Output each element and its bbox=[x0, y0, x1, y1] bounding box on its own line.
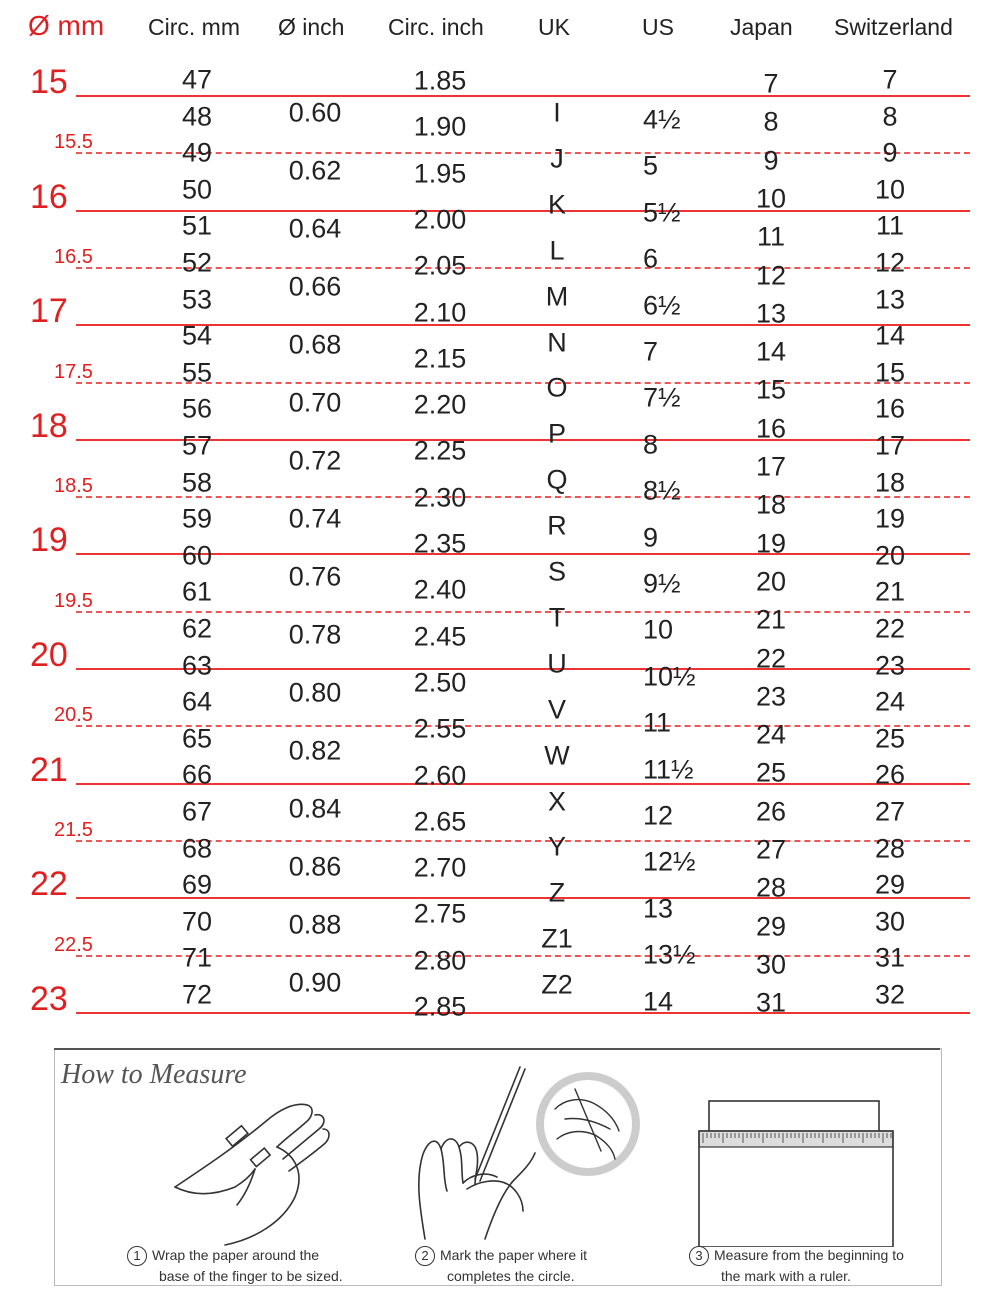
circ-mm-value: 51 bbox=[181, 210, 213, 241]
step-3 bbox=[689, 1245, 904, 1286]
inch-value: 0.64 bbox=[288, 213, 342, 244]
circ-mm-value: 70 bbox=[181, 906, 213, 937]
switzerland-value: 32 bbox=[874, 979, 906, 1010]
circ-mm-value: 52 bbox=[181, 247, 213, 278]
circ-inch-value: 2.60 bbox=[413, 760, 467, 790]
circ-mm-value: 54 bbox=[181, 320, 213, 351]
switzerland-value: 21 bbox=[874, 576, 906, 607]
switzerland-value: 22 bbox=[874, 613, 906, 644]
circ-inch-value: 2.00 bbox=[413, 204, 467, 235]
circ-mm-value: 48 bbox=[181, 101, 213, 132]
diameter-mm-label: 16.5 bbox=[54, 245, 93, 268]
us-value: 10 bbox=[643, 614, 674, 645]
diameter-mm-label: 22 bbox=[30, 865, 68, 904]
inch-value: 0.62 bbox=[288, 155, 342, 186]
inch-value: 0.68 bbox=[288, 329, 342, 360]
switzerland-value: 27 bbox=[874, 796, 906, 827]
japan-value: 31 bbox=[755, 987, 787, 1018]
circ-mm-value: 60 bbox=[181, 540, 213, 571]
circ-inch-value: 2.75 bbox=[413, 898, 467, 929]
switzerland-value: 14 bbox=[874, 320, 906, 351]
uk-value: O bbox=[546, 372, 568, 403]
japan-value: 22 bbox=[755, 643, 787, 673]
japan-value: 7 bbox=[763, 68, 779, 99]
diameter-mm-label: 21 bbox=[30, 750, 68, 789]
us-value: 5½ bbox=[643, 197, 681, 228]
circ-mm-value: 72 bbox=[181, 979, 213, 1010]
japan-value: 11 bbox=[756, 221, 786, 252]
uk-value: Q bbox=[546, 464, 568, 495]
inch-value: 0.90 bbox=[288, 967, 342, 998]
uk-value: N bbox=[547, 327, 567, 357]
circ-mm-value: 66 bbox=[181, 759, 213, 790]
header-circ-mm: Circ. mm bbox=[148, 14, 240, 40]
uk-value: Z2 bbox=[541, 969, 573, 1000]
us-value: 8 bbox=[643, 429, 659, 460]
uk-value: L bbox=[549, 235, 565, 266]
circ-inch-value: 2.25 bbox=[413, 435, 467, 466]
japan-value: 15 bbox=[755, 374, 787, 405]
switzerland-value: 15 bbox=[874, 357, 906, 388]
uk-value: S bbox=[547, 556, 567, 587]
japan-value: 23 bbox=[755, 681, 787, 712]
circ-inch-value: 2.45 bbox=[413, 621, 467, 652]
japan-value: 17 bbox=[755, 451, 787, 482]
us-value: 6½ bbox=[643, 290, 681, 321]
circ-mm-value: 57 bbox=[181, 430, 213, 461]
step-3-line2: the mark with a ruler. bbox=[721, 1268, 851, 1285]
circ-inch-value: 1.90 bbox=[413, 111, 467, 142]
header-diameter-inch: Ø inch bbox=[278, 14, 345, 40]
step-1-number: 1 bbox=[127, 1246, 147, 1266]
circ-mm-value: 58 bbox=[181, 467, 213, 498]
japan-value: 20 bbox=[755, 566, 787, 597]
us-value: 9½ bbox=[643, 568, 681, 599]
diameter-mm-label: 19 bbox=[30, 521, 68, 560]
japan-value: 14 bbox=[755, 336, 787, 367]
us-value: 10½ bbox=[643, 661, 696, 692]
diameter-mm-label: 20 bbox=[30, 636, 68, 674]
inch-value: 0.86 bbox=[288, 851, 342, 882]
circ-inch-value: 2.35 bbox=[413, 528, 467, 559]
switzerland-value: 16 bbox=[874, 393, 906, 424]
inch-value: 0.60 bbox=[288, 97, 342, 128]
switzerland-value: 19 bbox=[874, 503, 906, 534]
us-value: 11½ bbox=[643, 754, 694, 785]
japan-value: 13 bbox=[755, 298, 787, 329]
circ-mm-value: 56 bbox=[181, 393, 213, 424]
us-value: 5 bbox=[643, 150, 659, 181]
header-circ-inch: Circ. inch bbox=[388, 14, 484, 40]
how-to-measure-title: How to Measure bbox=[61, 1059, 247, 1090]
japan-value: 10 bbox=[755, 183, 787, 214]
circ-mm-value: 59 bbox=[181, 503, 213, 534]
us-value: 13½ bbox=[643, 939, 696, 970]
header-switzerland: Switzerland bbox=[834, 14, 953, 40]
step-2-line2: completes the circle. bbox=[447, 1268, 575, 1285]
diameter-mm-label: 15 bbox=[30, 63, 68, 101]
mark-paper-illustration bbox=[405, 1059, 645, 1254]
uk-value: U bbox=[547, 648, 567, 679]
diameter-mm-label: 23 bbox=[30, 979, 68, 1018]
inch-value: 0.70 bbox=[288, 387, 342, 418]
diameter-mm-label: 18.5 bbox=[54, 475, 93, 498]
japan-value: 16 bbox=[755, 413, 787, 444]
us-value: 7½ bbox=[643, 382, 681, 413]
circ-inch-value: 2.85 bbox=[413, 991, 467, 1022]
step-2-line1: Mark the paper where it bbox=[440, 1247, 588, 1263]
switzerland-value: 12 bbox=[874, 247, 906, 278]
circ-mm-value: 61 bbox=[181, 576, 213, 607]
uk-value: Z bbox=[548, 877, 566, 908]
us-value: 13 bbox=[643, 893, 674, 924]
circ-inch-value: 2.15 bbox=[413, 343, 467, 374]
circ-inch-value: 1.85 bbox=[413, 65, 467, 96]
step-2 bbox=[415, 1245, 587, 1286]
switzerland-value: 23 bbox=[874, 650, 906, 681]
step-1 bbox=[127, 1245, 343, 1286]
uk-value: Y bbox=[547, 831, 567, 862]
japan-value: 19 bbox=[755, 528, 787, 559]
uk-value: P bbox=[547, 418, 567, 449]
us-value: 7 bbox=[643, 336, 659, 367]
uk-value: X bbox=[547, 786, 567, 816]
uk-value: W bbox=[544, 740, 570, 771]
us-value: 9 bbox=[643, 522, 659, 553]
switzerland-value: 13 bbox=[874, 284, 906, 315]
diameter-mm-label: 21.5 bbox=[54, 818, 93, 841]
circ-inch-value: 2.80 bbox=[413, 945, 467, 976]
diameter-mm-label: 22.5 bbox=[54, 933, 93, 956]
us-value: 6 bbox=[643, 243, 659, 274]
uk-value: J bbox=[550, 143, 564, 174]
diameter-mm-label: 19.5 bbox=[54, 589, 93, 612]
circ-mm-value: 63 bbox=[181, 650, 213, 681]
switzerland-value: 11 bbox=[875, 210, 905, 241]
uk-value: T bbox=[548, 602, 566, 633]
step-3-line1: Measure from the beginning to bbox=[714, 1247, 904, 1263]
header-diameter-mm: Ø mm bbox=[28, 10, 105, 41]
circ-mm-value: 50 bbox=[181, 174, 213, 205]
inch-value: 0.72 bbox=[288, 445, 342, 476]
diameter-mm-label: 15.5 bbox=[54, 131, 93, 154]
circ-inch-value: 2.65 bbox=[413, 806, 467, 837]
switzerland-value: 30 bbox=[874, 906, 906, 937]
circ-mm-value: 53 bbox=[181, 284, 213, 315]
circ-inch-value: 2.40 bbox=[413, 574, 467, 605]
size-line-solid bbox=[76, 95, 970, 97]
header-us: US bbox=[642, 14, 674, 40]
switzerland-value: 25 bbox=[874, 723, 906, 754]
circ-inch-value: 2.20 bbox=[413, 389, 467, 420]
inch-value: 0.84 bbox=[288, 793, 342, 824]
circ-mm-value: 69 bbox=[181, 869, 213, 900]
circ-mm-value: 65 bbox=[181, 723, 213, 754]
circ-mm-value: 62 bbox=[181, 613, 213, 644]
japan-value: 25 bbox=[755, 757, 787, 788]
circ-inch-value: 2.05 bbox=[413, 250, 467, 281]
switzerland-value: 18 bbox=[874, 467, 906, 498]
diameter-mm-label: 17 bbox=[30, 292, 68, 331]
switzerland-value: 9 bbox=[882, 137, 898, 168]
switzerland-value: 10 bbox=[874, 174, 906, 205]
us-value: 14 bbox=[643, 986, 674, 1017]
switzerland-value: 24 bbox=[874, 686, 906, 717]
measure-panel-top-rule bbox=[54, 1048, 940, 1050]
japan-value: 28 bbox=[755, 872, 787, 903]
circ-inch-value: 2.55 bbox=[413, 713, 467, 744]
us-value: 12 bbox=[643, 800, 674, 831]
step-3-number: 3 bbox=[689, 1246, 709, 1266]
us-value: 8½ bbox=[643, 475, 681, 506]
header-uk: UK bbox=[538, 14, 570, 40]
switzerland-value: 8 bbox=[882, 101, 898, 132]
step-2-number: 2 bbox=[415, 1246, 435, 1266]
inch-value: 0.74 bbox=[288, 503, 342, 534]
japan-value: 21 bbox=[755, 604, 787, 635]
circ-mm-value: 55 bbox=[181, 357, 213, 388]
circ-mm-value: 49 bbox=[181, 137, 213, 168]
japan-value: 30 bbox=[755, 949, 787, 980]
diameter-mm-label: 18 bbox=[30, 406, 68, 445]
uk-value: Z1 bbox=[541, 923, 573, 954]
header-japan: Japan bbox=[730, 14, 793, 40]
switzerland-value: 20 bbox=[874, 540, 906, 571]
inch-value: 0.76 bbox=[288, 561, 342, 592]
uk-value: M bbox=[545, 281, 569, 312]
diameter-mm-label: 16 bbox=[30, 177, 68, 216]
uk-value: V bbox=[547, 694, 567, 725]
size-line-dashed bbox=[76, 611, 970, 613]
how-to-measure-panel bbox=[54, 1048, 942, 1286]
switzerland-value: 7 bbox=[882, 64, 898, 95]
circ-inch-value: 2.50 bbox=[413, 667, 467, 698]
us-value: 4½ bbox=[643, 104, 681, 135]
japan-value: 18 bbox=[755, 489, 787, 520]
circ-mm-value: 64 bbox=[181, 686, 213, 717]
switzerland-value: 31 bbox=[874, 942, 906, 973]
uk-value: I bbox=[553, 97, 561, 128]
switzerland-value: 26 bbox=[874, 759, 906, 790]
inch-value: 0.80 bbox=[288, 677, 342, 708]
circ-inch-value: 2.70 bbox=[413, 852, 467, 883]
size-line-solid bbox=[76, 1012, 970, 1014]
switzerland-value: 29 bbox=[874, 869, 906, 900]
switzerland-value: 28 bbox=[874, 833, 906, 864]
inch-value: 0.66 bbox=[288, 271, 342, 302]
inch-value: 0.88 bbox=[288, 909, 342, 940]
ruler-illustration bbox=[695, 1097, 900, 1247]
circ-inch-value: 2.10 bbox=[413, 297, 467, 327]
circ-inch-value: 1.95 bbox=[413, 158, 467, 189]
step-1-line2: base of the finger to be sized. bbox=[159, 1268, 343, 1285]
inch-value: 0.78 bbox=[288, 619, 342, 650]
japan-value: 8 bbox=[763, 106, 779, 137]
japan-value: 12 bbox=[755, 260, 787, 290]
circ-mm-value: 71 bbox=[181, 942, 213, 973]
uk-value: K bbox=[547, 189, 567, 220]
inch-value: 0.82 bbox=[288, 735, 342, 766]
circ-mm-value: 47 bbox=[181, 64, 213, 95]
japan-value: 9 bbox=[763, 145, 779, 176]
hand-wrap-illustration bbox=[155, 1077, 355, 1252]
us-value: 12½ bbox=[643, 846, 696, 877]
japan-value: 29 bbox=[755, 911, 787, 942]
japan-value: 26 bbox=[755, 796, 787, 827]
circ-mm-value: 68 bbox=[181, 833, 213, 864]
step-1-line1: Wrap the paper around the bbox=[152, 1247, 320, 1263]
diameter-mm-label: 20.5 bbox=[54, 704, 93, 727]
japan-value: 27 bbox=[755, 834, 787, 865]
circ-mm-value: 67 bbox=[181, 796, 213, 827]
diameter-mm-label: 17.5 bbox=[54, 360, 93, 383]
japan-value: 24 bbox=[755, 719, 787, 750]
us-value: 11 bbox=[643, 707, 672, 738]
uk-value: R bbox=[547, 510, 567, 541]
circ-inch-value: 2.30 bbox=[413, 482, 467, 513]
switzerland-value: 17 bbox=[874, 430, 906, 461]
